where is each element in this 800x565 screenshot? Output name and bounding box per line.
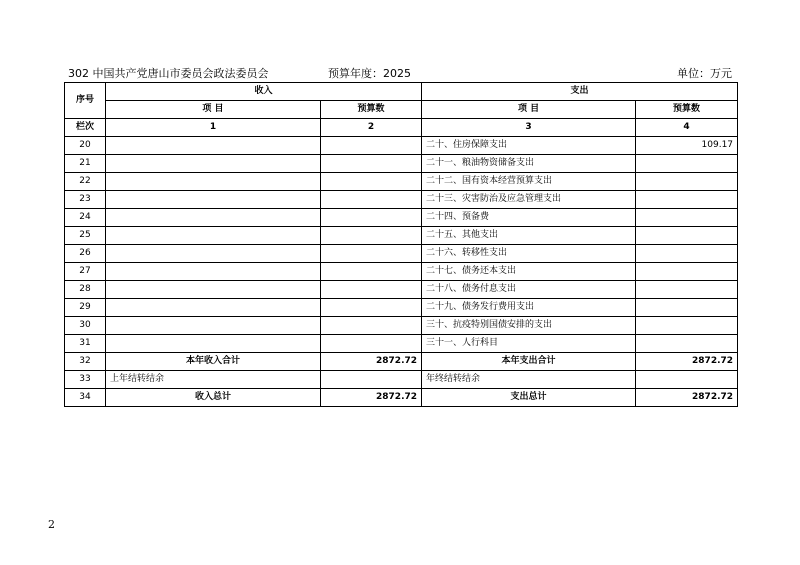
expense-amount bbox=[636, 317, 738, 335]
income-amount bbox=[321, 263, 422, 281]
row-number: 33 bbox=[65, 371, 106, 389]
expense-amount bbox=[636, 335, 738, 353]
column-no-2: 2 bbox=[321, 119, 422, 137]
income-item bbox=[106, 227, 321, 245]
expense-amount bbox=[636, 209, 738, 227]
expense-amount bbox=[636, 299, 738, 317]
expense-amount bbox=[636, 173, 738, 191]
income-amount bbox=[321, 137, 422, 155]
expense-item: 二十七、债务还本支出 bbox=[422, 263, 636, 281]
row-number: 21 bbox=[65, 155, 106, 173]
row-number: 23 bbox=[65, 191, 106, 209]
column-no-1: 1 bbox=[106, 119, 321, 137]
table-row bbox=[65, 263, 738, 281]
income-amount bbox=[321, 155, 422, 173]
income-amount-header: 预算数 bbox=[321, 101, 422, 119]
expense-grand-total-label: 支出总计 bbox=[422, 389, 636, 407]
income-item bbox=[106, 263, 321, 281]
income-header: 收入 bbox=[106, 83, 422, 101]
income-carryover-value bbox=[321, 371, 422, 389]
expense-amount bbox=[636, 263, 738, 281]
table-row bbox=[65, 335, 738, 353]
income-item-header: 项 目 bbox=[106, 101, 321, 119]
row-number: 24 bbox=[65, 209, 106, 227]
column-no-4: 4 bbox=[636, 119, 738, 137]
income-amount bbox=[321, 173, 422, 191]
expense-header: 支出 bbox=[422, 83, 738, 101]
expense-item: 二十二、国有资本经营预算支出 bbox=[422, 173, 636, 191]
table-row bbox=[65, 227, 738, 245]
header-row-2 bbox=[65, 101, 738, 119]
table-row bbox=[65, 173, 738, 191]
seq-header: 序号 bbox=[65, 83, 106, 119]
income-amount bbox=[321, 191, 422, 209]
expense-amount bbox=[636, 191, 738, 209]
data-rows bbox=[65, 137, 738, 353]
income-item bbox=[106, 155, 321, 173]
income-total-label: 本年收入合计 bbox=[106, 353, 321, 371]
table-row bbox=[65, 281, 738, 299]
table-row-grand-total bbox=[65, 389, 738, 407]
income-item bbox=[106, 299, 321, 317]
table-row-carryover bbox=[65, 371, 738, 389]
row-number: 25 bbox=[65, 227, 106, 245]
expense-amount-header: 预算数 bbox=[636, 101, 738, 119]
row-number: 26 bbox=[65, 245, 106, 263]
expense-amount bbox=[636, 155, 738, 173]
income-item bbox=[106, 245, 321, 263]
income-item bbox=[106, 191, 321, 209]
table-row-total-current bbox=[65, 353, 738, 371]
table-row bbox=[65, 299, 738, 317]
column-number-row bbox=[65, 119, 738, 137]
income-amount bbox=[321, 299, 422, 317]
expense-item: 二十五、其他支出 bbox=[422, 227, 636, 245]
expense-amount bbox=[636, 245, 738, 263]
expense-total-label: 本年支出合计 bbox=[422, 353, 636, 371]
expense-grand-total-value: 2872.72 bbox=[636, 389, 738, 407]
income-carryover-label: 上年结转结余 bbox=[106, 371, 321, 389]
table-row bbox=[65, 317, 738, 335]
table-row bbox=[65, 137, 738, 155]
expense-item: 二十八、债务付息支出 bbox=[422, 281, 636, 299]
column-no-3: 3 bbox=[422, 119, 636, 137]
table-row bbox=[65, 245, 738, 263]
expense-item: 二十一、粮油物资储备支出 bbox=[422, 155, 636, 173]
income-grand-total-label: 收入总计 bbox=[106, 389, 321, 407]
expense-amount bbox=[636, 227, 738, 245]
row-number: 28 bbox=[65, 281, 106, 299]
expense-carryover-value bbox=[636, 371, 738, 389]
expense-item: 二十、住房保障支出 bbox=[422, 137, 636, 155]
income-amount bbox=[321, 209, 422, 227]
report-header bbox=[64, 66, 736, 82]
income-grand-total-value: 2872.72 bbox=[321, 389, 422, 407]
income-item bbox=[106, 209, 321, 227]
expense-item: 三十一、人行科目 bbox=[422, 335, 636, 353]
expense-item-header: 项 目 bbox=[422, 101, 636, 119]
expense-item: 二十四、预备费 bbox=[422, 209, 636, 227]
row-number: 20 bbox=[65, 137, 106, 155]
row-number: 34 bbox=[65, 389, 106, 407]
unit-label: 单位：万元 bbox=[677, 67, 732, 80]
income-item bbox=[106, 317, 321, 335]
income-amount bbox=[321, 281, 422, 299]
table-row bbox=[65, 191, 738, 209]
row-number: 29 bbox=[65, 299, 106, 317]
row-number: 32 bbox=[65, 353, 106, 371]
income-item bbox=[106, 335, 321, 353]
expense-total-value: 2872.72 bbox=[636, 353, 738, 371]
page-number: 2 bbox=[48, 518, 55, 531]
row-number: 27 bbox=[65, 263, 106, 281]
income-amount bbox=[321, 245, 422, 263]
budget-table bbox=[64, 82, 738, 407]
expense-item: 二十六、转移性支出 bbox=[422, 245, 636, 263]
budget-year: 预算年度：2025 bbox=[328, 67, 411, 80]
table-row bbox=[65, 209, 738, 227]
expense-carryover-label: 年终结转结余 bbox=[422, 371, 636, 389]
expense-item: 三十、抗疫特别国债安排的支出 bbox=[422, 317, 636, 335]
column-no-label: 栏次 bbox=[65, 119, 106, 137]
income-item bbox=[106, 137, 321, 155]
income-amount bbox=[321, 227, 422, 245]
organization-name: 302 中国共产党唐山市委员会政法委员会 bbox=[68, 67, 269, 80]
income-amount bbox=[321, 335, 422, 353]
row-number: 31 bbox=[65, 335, 106, 353]
income-total-value: 2872.72 bbox=[321, 353, 422, 371]
expense-amount bbox=[636, 281, 738, 299]
header-row-1 bbox=[65, 83, 738, 101]
expense-item: 二十九、债务发行费用支出 bbox=[422, 299, 636, 317]
table-row bbox=[65, 155, 738, 173]
expense-amount: 109.17 bbox=[636, 137, 738, 155]
income-item bbox=[106, 281, 321, 299]
row-number: 30 bbox=[65, 317, 106, 335]
income-amount bbox=[321, 317, 422, 335]
row-number: 22 bbox=[65, 173, 106, 191]
expense-item: 二十三、灾害防治及应急管理支出 bbox=[422, 191, 636, 209]
income-item bbox=[106, 173, 321, 191]
